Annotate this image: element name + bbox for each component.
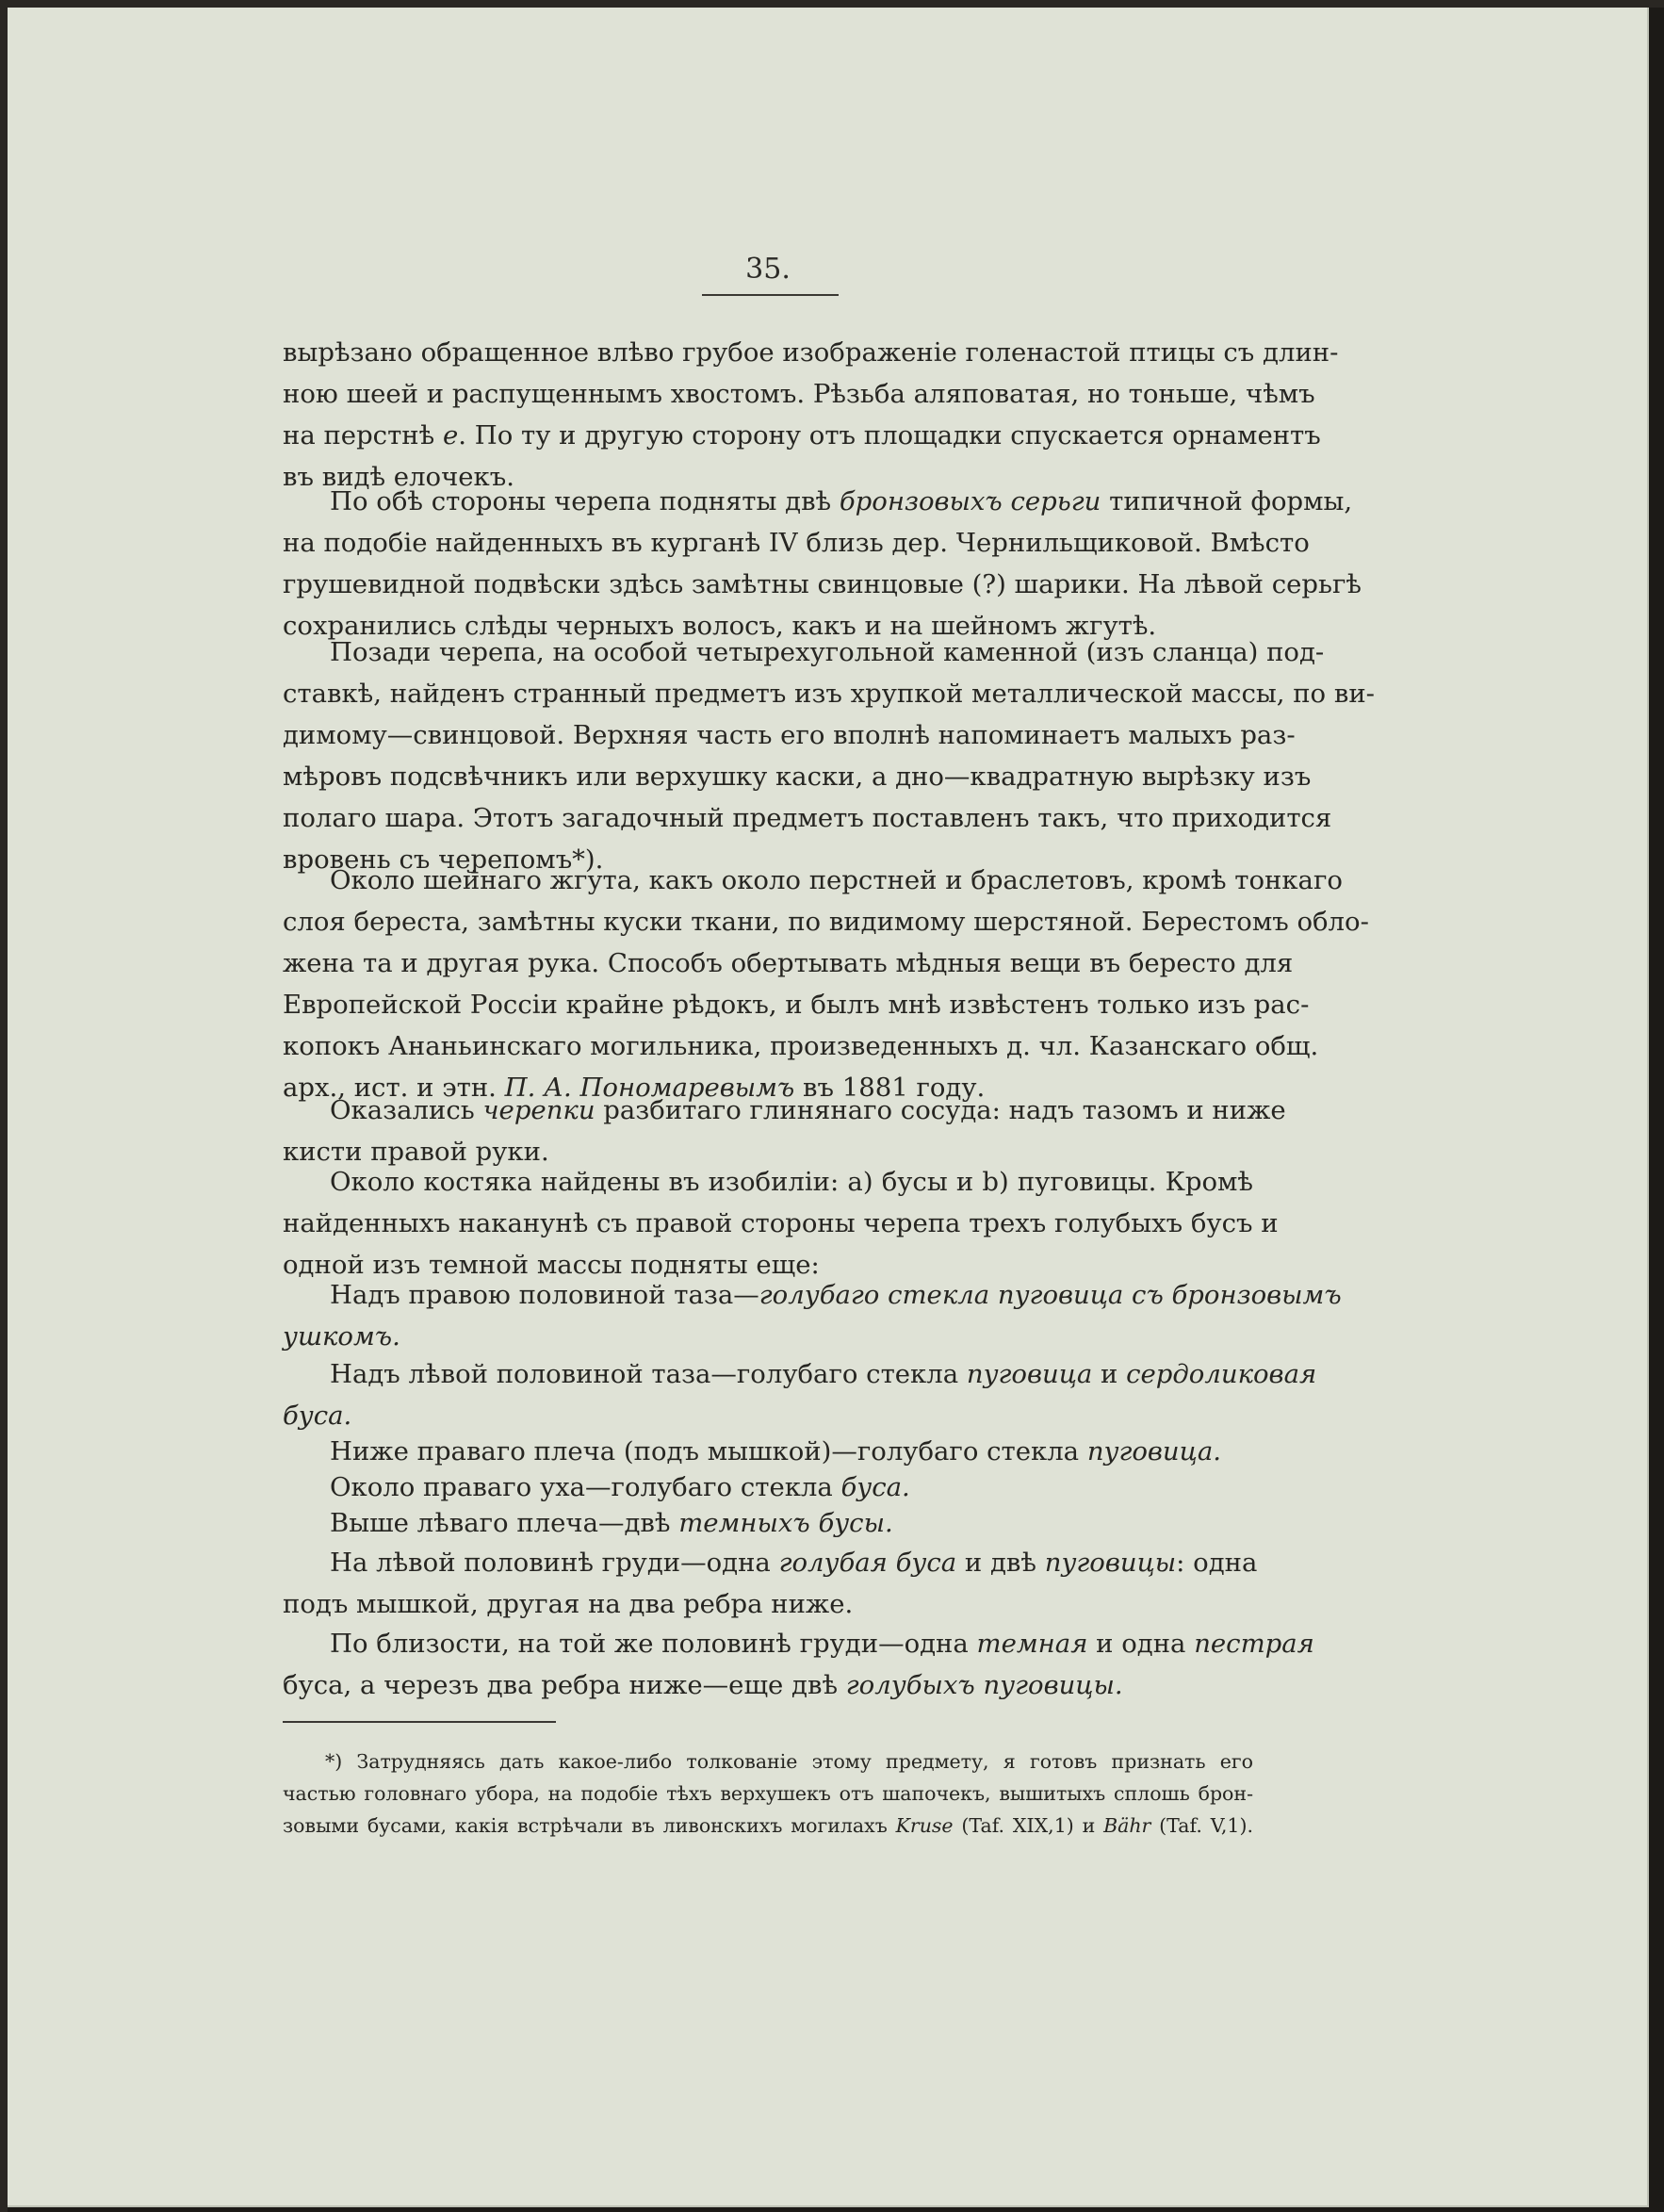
italic-text: П. А. Пономаревымъ — [504, 1073, 795, 1103]
footnote-line — [325, 1745, 1253, 1778]
italic-text: пестрая — [1194, 1629, 1314, 1659]
italic-text: буса. — [840, 1472, 910, 1502]
text-line — [283, 1583, 1253, 1625]
text-segment: (Taf. XIX,1) и — [953, 1814, 1104, 1837]
text-segment: частью головнаго убора, на подобіе тѣхъ верхушекъ отъ шапочекъ, вышитыхъ сплошь брон- — [283, 1782, 1253, 1805]
italic-text: бронзовыхъ серьги — [839, 486, 1101, 516]
text-segment: одной изъ темной массы подняты еще: — [283, 1250, 820, 1280]
italic-text: сердоликовая — [1126, 1359, 1317, 1389]
italic-text: темныхъ бусы. — [678, 1508, 893, 1538]
text-line — [283, 332, 1339, 373]
text-line — [330, 1161, 1253, 1203]
scan-border-left — [0, 0, 8, 2212]
text-segment: вырѣзано обращенное влѣво грубое изображеніе голенастой птицы съ длин- — [283, 337, 1339, 368]
text-segment: (Taf. V,1). — [1150, 1814, 1253, 1837]
text-segment: ною шеей и распущеннымъ хвостомъ. Рѣзьба аляповатая, но тоньше, чѣмъ — [283, 379, 1315, 409]
text-line — [283, 756, 1312, 797]
text-line — [283, 1316, 1253, 1357]
text-line — [283, 673, 1375, 714]
text-line — [283, 1203, 1279, 1244]
text-line — [330, 1542, 1258, 1583]
text-segment: . По ту и другую сторону отъ площадки спускается орнаментъ — [458, 420, 1321, 451]
text-segment: грушевидной подвѣски здѣсь замѣтны свинцовые (?) шарики. На лѣвой серьгѣ — [283, 569, 1362, 599]
italic-text: е — [442, 420, 459, 451]
text-line — [283, 415, 1321, 456]
italic-text: ушкомъ. — [283, 1321, 400, 1352]
italic-text: пуговицы — [1044, 1548, 1177, 1578]
text-segment: буса, а черезъ два ребра ниже—еще двѣ — [283, 1670, 846, 1700]
text-line — [283, 901, 1369, 942]
text-segment: разбитаго глинянаго сосуда: надъ тазомъ и ниже — [595, 1095, 1286, 1125]
text-segment: Ниже праваго плеча (подъ мышкой)—голубаго стекла — [330, 1436, 1087, 1466]
text-segment: найденныхъ наканунѣ съ правой стороны черепа трехъ голубыхъ бусъ и — [283, 1208, 1279, 1238]
text-line — [283, 1664, 1253, 1706]
text-segment: Оказались — [330, 1095, 483, 1125]
text-segment: на перстнѣ — [283, 420, 443, 451]
text-segment: зовыми бусами, какія встрѣчали въ ливонскихъ могилахъ — [283, 1814, 896, 1837]
text-segment: димому—свинцовой. Верхняя часть его вполнѣ напоминаетъ малыхъ раз- — [283, 720, 1296, 750]
text-segment: полаго шара. Этотъ загадочный предметъ поставленъ такъ, что приходится — [283, 803, 1332, 833]
text-segment: Около праваго уха—голубаго стекла — [330, 1472, 841, 1502]
text-line — [283, 714, 1296, 756]
text-segment: вровень съ черепомъ*). — [283, 844, 604, 875]
text-segment: арх., ист. и этн. — [283, 1073, 505, 1103]
footnote-line — [283, 1810, 1253, 1842]
text-line — [283, 522, 1310, 564]
text-line — [283, 942, 1294, 984]
text-segment: *) Затрудняясь дать какое-либо толкованіе этому предмету, я готовъ признать его — [325, 1750, 1253, 1773]
text-segment: Около костяка найдены въ изобиліи: a) бусы и b) пуговицы. Кромѣ — [330, 1167, 1253, 1197]
text-segment: мѣровъ подсвѣчникъ или верхушку каски, а дно—квадратную вырѣзку изъ — [283, 762, 1312, 792]
text-line — [283, 1025, 1319, 1067]
text-segment: и двѣ — [956, 1548, 1045, 1578]
text-line — [283, 564, 1362, 605]
text-line — [283, 797, 1332, 839]
page-number: 35. — [745, 253, 791, 286]
text-segment: ставкѣ, найденъ странный предметъ изъ хрупкой металлической массы, по ви- — [283, 679, 1375, 709]
italic-text: голубаго стекла пуговица съ бронзовымъ — [759, 1280, 1342, 1310]
italic-text: буса. — [283, 1401, 352, 1431]
text-segment: На лѣвой половинѣ груди—одна — [330, 1548, 779, 1578]
text-segment: жена та и другая рука. Способъ обертывать мѣдныя вещи въ бересто для — [283, 948, 1294, 978]
text-segment: кисти правой руки. — [283, 1137, 549, 1167]
footnote-rule — [283, 1721, 556, 1723]
text-segment: копокъ Ананьинскаго могильника, произведенныхъ д. чл. Казанскаго общ. — [283, 1031, 1319, 1061]
italic-text: темная — [976, 1629, 1088, 1659]
italic-text: черепки — [482, 1095, 595, 1125]
text-segment: въ 1881 году. — [794, 1073, 986, 1103]
italic-text: голубыхъ пуговицы. — [845, 1670, 1123, 1700]
text-line — [330, 1090, 1286, 1131]
text-segment: Европейской Россіи крайне рѣдокъ, и былъ мнѣ извѣстенъ только изъ рас- — [283, 990, 1310, 1020]
italic-text: Kruse — [895, 1814, 954, 1837]
text-segment: въ видѣ елочекъ. — [283, 462, 514, 492]
text-segment: Позади черепа, на особой четырехугольной каменной (изъ сланца) под- — [330, 637, 1325, 667]
footnote-line — [283, 1778, 1253, 1810]
text-segment: Выше лѣваго плеча—двѣ — [330, 1508, 679, 1538]
text-segment: на подобіе найденныхъ въ курганѣ IV близь дер. Чернильщиковой. Вмѣсто — [283, 528, 1310, 558]
text-segment: сохранились слѣды черныхъ волосъ, какъ и на шейномъ жгутѣ. — [283, 611, 1157, 641]
text-line — [330, 481, 1353, 522]
text-segment: слоя береста, замѣтны куски ткани, по видимому шерстяной. Берестомъ обло- — [283, 907, 1369, 937]
text-line — [330, 1502, 1300, 1544]
text-segment: : одна — [1176, 1548, 1258, 1578]
text-segment: подъ мышкой, другая на два ребра ниже. — [283, 1589, 854, 1619]
text-line — [283, 373, 1315, 415]
text-segment: Около шейнаго жгута, какъ около перстней и браслетовъ, кромѣ тонкаго — [330, 865, 1343, 895]
text-segment: и — [1092, 1359, 1127, 1389]
text-line — [330, 1623, 1314, 1664]
text-line — [330, 631, 1325, 673]
italic-text: Bähr — [1103, 1814, 1151, 1837]
text-segment: и одна — [1087, 1629, 1195, 1659]
italic-text: пуговица — [966, 1359, 1093, 1389]
text-segment: По близости, на той же половинѣ груди—одна — [330, 1629, 977, 1659]
text-line — [330, 1353, 1317, 1395]
scan-border-top — [0, 0, 1664, 8]
text-segment: По обѣ стороны черепа подняты двѣ — [330, 486, 840, 516]
italic-text: пуговица. — [1086, 1436, 1221, 1466]
text-segment: Надъ лѣвой половиной таза—голубаго стекла — [330, 1359, 967, 1389]
text-line — [330, 1274, 1342, 1316]
text-segment: Надъ правою половиной таза— — [330, 1280, 759, 1310]
italic-text: голубая буса — [778, 1548, 957, 1578]
page-number-rule — [702, 294, 839, 296]
text-line — [283, 984, 1310, 1025]
text-line — [330, 860, 1343, 901]
text-segment: типичной формы, — [1101, 486, 1353, 516]
